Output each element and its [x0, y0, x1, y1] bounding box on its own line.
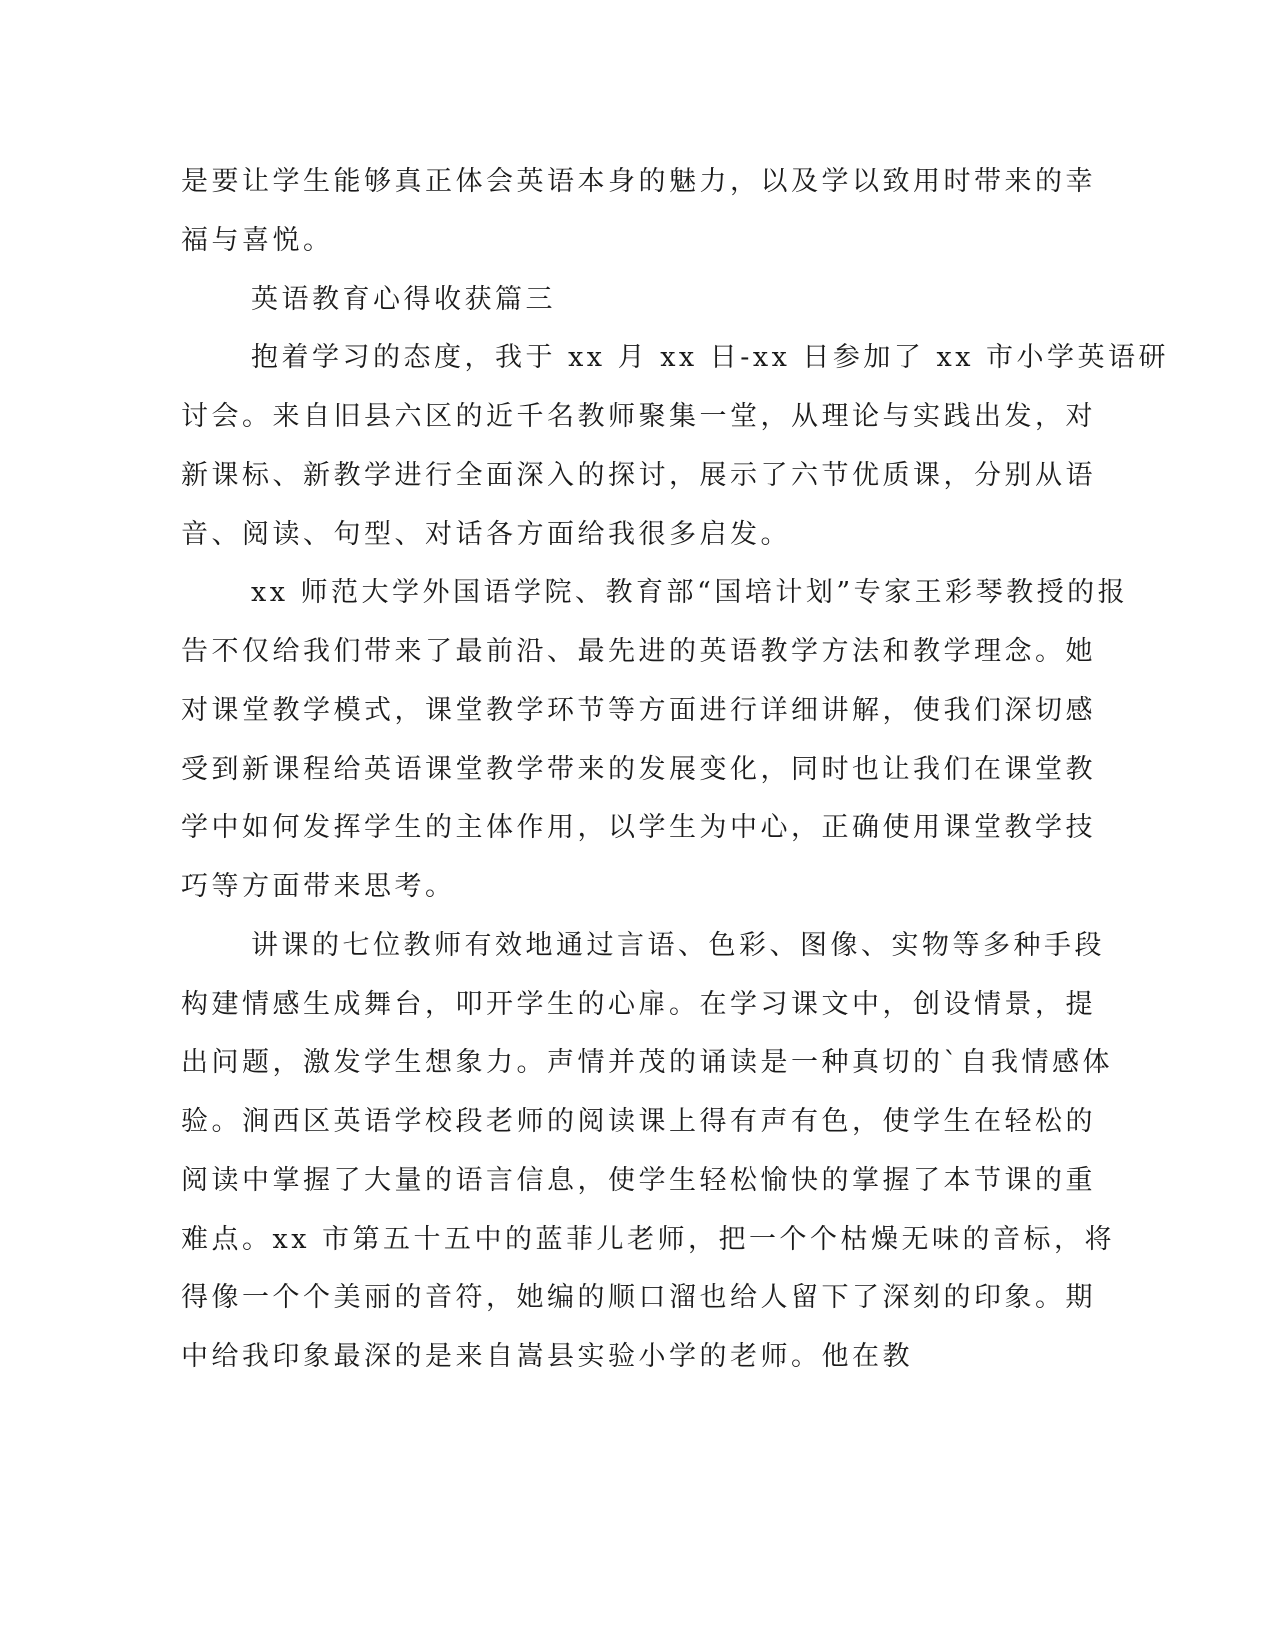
text-line: 新课标、新教学进行全面深入的探讨，展示了六节优质课，分别从语: [181, 460, 1096, 491]
text-line: 中给我印象最深的是来自嵩县实验小学的老师。他在教: [181, 1341, 913, 1372]
text-line: 出问题，激发学生想象力。声情并茂的诵读是一种真切的`自我情感体: [181, 1047, 1113, 1078]
text-line: 受到新课程给英语课堂教学带来的发展变化，同时也让我们在课堂教: [181, 754, 1096, 785]
text-line: 告不仅给我们带来了最前沿、最先进的英语教学方法和教学理念。她: [181, 636, 1096, 667]
text-line: 抱着学习的态度，我于 xx 月 xx 日-xx 日参加了 xx 市小学英语研: [251, 342, 1170, 373]
text-line: 对课堂教学模式，课堂教学环节等方面进行详细讲解，使我们深切感: [181, 695, 1096, 726]
text-line: 讲课的七位教师有效地通过言语、色彩、图像、实物等多种手段: [251, 930, 1105, 961]
text-line: 验。涧西区英语学校段老师的阅读课上得有声有色，使学生在轻松的: [181, 1106, 1096, 1137]
text-line: 是要让学生能够真正体会英语本身的魅力，以及学以致用时带来的幸: [181, 166, 1096, 197]
text-line: 学中如何发挥学生的主体作用，以学生为中心，正确使用课堂教学技: [181, 812, 1096, 843]
text-line: 讨会。来自旧县六区的近千名教师聚集一堂，从理论与实践出发，对: [181, 401, 1096, 432]
text-line: 阅读中掌握了大量的语言信息，使学生轻松愉快的掌握了本节课的重: [181, 1165, 1096, 1196]
text-line: 福与喜悦。: [181, 225, 334, 256]
text-line: 构建情感生成舞台，叩开学生的心扉。在学习课文中，创设情景，提: [181, 989, 1096, 1020]
text-line: 巧等方面带来思考。: [181, 871, 456, 902]
text-line: xx 师范大学外国语学院、教育部“国培计划”专家王彩琴教授的报: [251, 577, 1129, 608]
text-line: 得像一个个美丽的音符，她编的顺口溜也给人留下了深刻的印象。期: [181, 1282, 1096, 1313]
text-line: 难点。xx 市第五十五中的蓝菲儿老师，把一个个枯燥无味的音标，将: [181, 1224, 1116, 1255]
section-heading: 英语教育心得收获篇三: [251, 284, 556, 315]
text-line: 音、阅读、句型、对话各方面给我很多启发。: [181, 519, 791, 550]
